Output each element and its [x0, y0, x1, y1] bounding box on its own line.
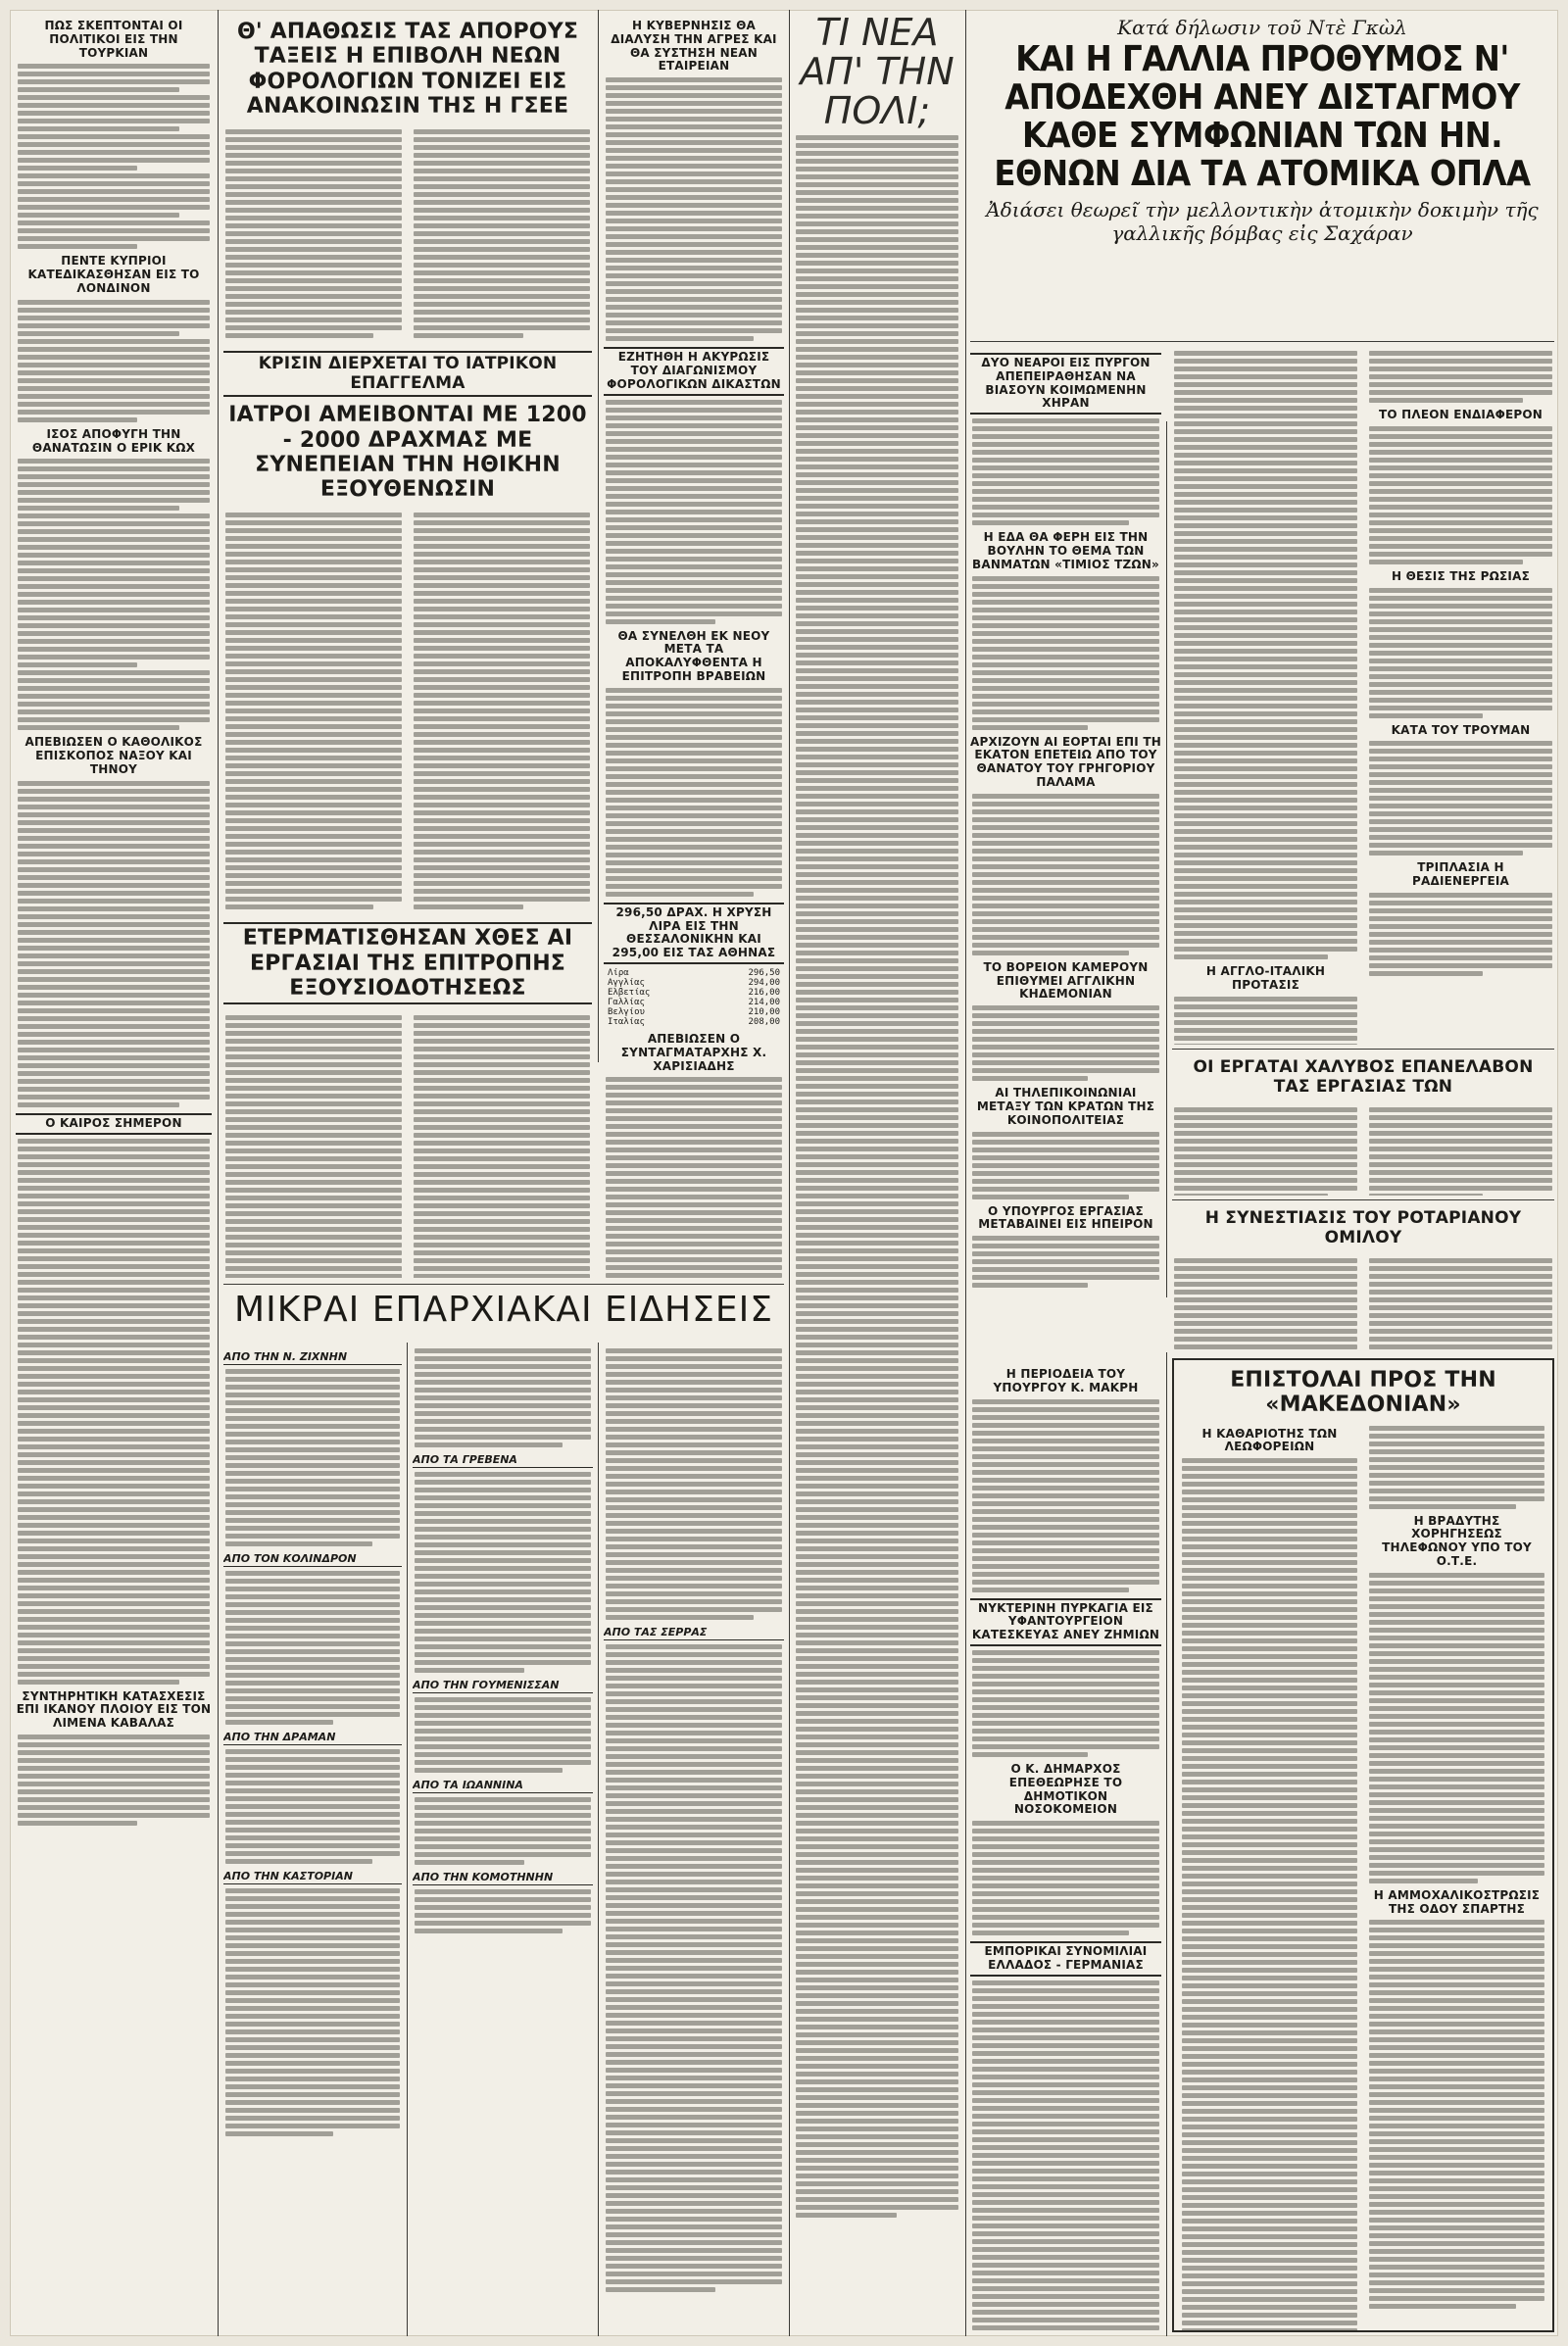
article-body: [414, 510, 590, 912]
article-body: [972, 794, 1159, 955]
letters-title: ΕΠΙΣΤΟΛΑΙ ΠΡΟΣ ΤΗΝ «ΜΑΚΕΔΟΝΙΑΝ»: [1230, 1368, 1496, 1418]
column-rule: [789, 10, 790, 2336]
article-body: [606, 77, 782, 341]
article-body: [1369, 1920, 1544, 2309]
price-row: Γαλλίας 214,00: [608, 997, 780, 1007]
article-body: [225, 1369, 400, 1546]
article-body: [225, 1571, 400, 1725]
article-body: [972, 1132, 1159, 1199]
price-row: Βελγίου 210,00: [608, 1006, 780, 1017]
headline-colonel: ΑΠΕΒΙΩΣΕΝ Ο ΣΥΝΤΑΓΜΑΤΑΡΧΗΣ Χ. ΧΑΡΙΣΙΑΔΗΣ: [620, 1031, 767, 1073]
article-body: [972, 418, 1159, 525]
article-body: [18, 459, 210, 730]
headline-gsee-taxes: Θ' ΑΠΑΘΩΣΙΣ ΤΑΣ ΑΠΟΡΟΥΣ ΤΑΞΕΙΣ Η ΕΠΙΒΟΛΗ ΝΕΩΝ ΦΟΡΟΛΟΓΙΩΝ ΤΟΝΙΖΕΙ ΕΙΣ ΑΝΑΚΟΙΝΩΣΙΝ ΤΗΣ Η ΓΣΕΕ: [236, 20, 579, 119]
provincial-col-3: [604, 1344, 784, 2332]
article-body: [415, 1472, 591, 1673]
article-body: [18, 300, 210, 422]
article-body: [972, 1399, 1159, 1592]
headline-most-interest: ΤΟ ΠΛΕΟΝ ΕΝΔΙΑΦΕΡΟΝ: [1378, 408, 1544, 421]
article-body: [972, 1821, 1159, 1935]
column-3: [604, 14, 784, 1278]
column-5-lower: [970, 1362, 1161, 2332]
headline-commission: ΕΤΕΡΜΑΤΙΣΘΗΣΑΝ ΧΘΕΣ ΑΙ ΕΡΓΑΣΙΑΙ ΤΗΣ ΕΠΙΤΡΟΠΗΣ ΕΞΟΥΣΙΟΔΟΤΗΣΕΩΣ: [223, 922, 592, 1004]
headline-awards-committee: ΘΑ ΣΥΝΕΛΘΗ ΕΚ ΝΕΟΥ ΜΕΤΑ ΤΑ ΑΠΟΚΑΛΥΦΘΕΝΤΑ Η ΕΠΙΤΡΟΠΗ ΒΡΑΒΕΙΩΝ: [617, 628, 770, 683]
headline-russia-position: Η ΘΕΣΙΣ ΤΗΣ ΡΩΣΙΑΣ: [1391, 568, 1530, 583]
section-rule: [1172, 1049, 1554, 1050]
article-body: [1369, 1573, 1544, 1883]
column-rule: [1166, 1352, 1167, 2336]
provincial-col-1: [223, 1344, 402, 2332]
article-body: [972, 576, 1159, 730]
headline-doctors-pay: ΙΑΤΡΟΙ ΑΜΕΙΒΟΝΤΑΙ ΜΕ 1200 - 2000 ΔΡΑΧΜΑΣ ΜΕ ΣΥΝΕΠΕΙΑΝ ΤΗΝ ΗΘΙΚΗΝ ΕΞΟΥΘΕΝΩΣΙΝ: [228, 403, 587, 503]
article-body: [18, 1735, 210, 1826]
article-body: [1174, 351, 1357, 959]
headline-weather: Ο ΚΑΙΡΟΣ ΣΗΜΕΡΟΝ: [16, 1113, 212, 1135]
article-body: [1174, 997, 1357, 1045]
headline-ote-telephone: Η ΒΡΑΔΥΤΗΣ ΧΟΡΗΓΗΣΕΩΣ ΤΗΛΕΦΩΝΟΥ ΥΠΟ ΤΟΥ Ο.Τ.Ε.: [1382, 1513, 1532, 1568]
headline-medical-crisis: ΚΡΙΣΙΝ ΔΙΕΡΧΕΤΑΙ ΤΟ ΙΑΤΡΙΚΟΝ ΕΠΑΓΓΕΛΜΑ: [223, 351, 592, 397]
article-body: [225, 510, 402, 912]
headline-bus-cleanliness: Η ΚΑΘΑΡΙΟΤΗΣ ΤΩΝ ΛΕΩΦΟΡΕΙΩΝ: [1201, 1426, 1338, 1454]
headline-pyrgos: ΔΥΟ ΝΕΑΡΟΙ ΕΙΣ ΠΥΡΓΟΝ ΑΠΕΠΕΙΡΑΘΗΣΑΝ ΝΑ ΒΙΑΣΟΥΝ ΚΟΙΜΩΜΕΝΗΝ ΧΗΡΑΝ: [970, 353, 1161, 415]
article-body: [415, 1348, 591, 1447]
article-body: [415, 1697, 591, 1773]
headline-italy-proposal: Η ΑΓΓΛΟ-ΙΤΑΛΙΚΗ ΠΡΟΤΑΣΙΣ: [1205, 964, 1326, 992]
article-body: [1369, 1255, 1552, 1350]
column-4: [794, 14, 960, 2332]
headline-politicians-turkey: ΠΩΣ ΣΚΕΠΤΟΝΤΑΙ ΟΙ ΠΟΛΙΤΙΚΟΙ ΕΙΣ ΤΗΝ ΤΟΥΡΚΙΑΝ: [44, 19, 183, 60]
headline-makris-tour: Η ΠΕΡΙΟΔΕΙΑ ΤΟΥ ΥΠΟΥΡΓΟΥ Κ. ΜΑΚΡΗ: [993, 1367, 1139, 1394]
article-body: [1369, 893, 1552, 976]
headline-labor-minister: Ο ΥΠΟΥΡΓΟΣ ΕΡΓΑΣΙΑΣ ΜΕΤΑΒΑΙΝΕΙ ΕΙΣ ΗΠΕΙΡΟΝ: [978, 1203, 1153, 1232]
article-body: [415, 1797, 591, 1865]
headline-radioactivity: ΤΡΙΠΛΑΣΙΑ Η ΡΑΔΙΕΝΕΡΓΕΙΑ: [1411, 860, 1510, 889]
column-rule: [218, 10, 219, 2336]
article-body: [18, 64, 210, 249]
provincial-news-title: ΜΙΚΡΑΙ ΕΠΑΡΧΙΑΚΑΙ ΕΙΔΗΣΕΙΣ: [234, 1290, 773, 1330]
article-body: [1369, 1104, 1552, 1196]
rotary-story: [1172, 1203, 1554, 1350]
headline-bishop-naxos: ΑΠΕΒΙΩΣΕΝ Ο ΚΑΘΟΛΙΚΟΣ ΕΠΙΣΚΟΠΟΣ ΝΑΞΟΥ ΚΑΙ ΤΗΝΟΥ: [24, 735, 203, 776]
provincial-col-2: [413, 1344, 593, 2332]
article-body: [606, 1348, 782, 1620]
steel-workers-story: [1172, 1052, 1554, 1196]
article-body: [1369, 351, 1552, 403]
article-body: [1369, 1426, 1544, 1509]
article-body: [606, 400, 782, 624]
column-6: [1172, 347, 1554, 1045]
column-rule: [598, 10, 599, 1062]
headline-agres: Η ΚΥΒΕΡΝΗΣΙΣ ΘΑ ΔΙΑΛΥΣΗ ΤΗΝ ΑΓΡΕΣ ΚΑΙ ΘΑ ΣΥΣΤΗΣΗ ΝΕΑΝ ΕΤΑΙΡΕΙΑΝ: [611, 19, 777, 73]
headline-truman: ΚΑΤΑ ΤΟΥ ΤΡΟΥΜΑΝ: [1391, 722, 1531, 737]
article-body: [18, 1139, 210, 1685]
headline-gold-sovereign: 296,50 ΔΡΑΧ. Η ΧΡΥΣΗ ΛΙΡΑ ΕΙΣ ΤΗΝ ΘΕΣΣΑΛΟΝΙΚΗΝ ΚΑΙ 295,00 ΕΙΣ ΤΑΣ ΑΘΗΝΑΣ: [604, 903, 784, 964]
article-body: [415, 1889, 591, 1933]
section-kastoria: ΑΠΟ ΤΗΝ ΚΑΣΤΟΡΙΑΝ: [223, 1870, 402, 1884]
section-komotini: ΑΠΟ ΤΗΝ ΚΟΜΟΤΗΝΗΝ: [413, 1871, 593, 1885]
article-body: [225, 1012, 402, 1278]
headline-fire: ΝΥΚΤΕΡΙΝΗ ΠΥΡΚΑΓΙΑ ΕΙΣ ΥΦΑΝΤΟΥΡΓΕΙΟΝ ΚΑΤΕΣΚΕΥΑΣ ΑΝΕΥ ΖΗΜΙΩΝ: [970, 1598, 1161, 1646]
section-rule: [223, 1284, 784, 1285]
headline-steel-workers: ΟΙ ΕΡΓΑΤΑΙ ΧΑΛΥΒΟΣ ΕΠΑΝΕΛΑΒΟΝ ΤΑΣ ΕΡΓΑΣΙΑΣ ΤΩΝ: [1193, 1057, 1534, 1097]
headline-telecom: ΑΙ ΤΗΛΕΠΙΚΟΙΝΩΝΙΑΙ ΜΕΤΑΞΥ ΤΩΝ ΚΡΑΤΩΝ ΤΗΣ ΚΟΙΝΟΠΟΛΙΤΕΙΑΣ: [976, 1086, 1155, 1127]
headline-ship-seizure: ΣΥΝΤΗΡΗΤΙΚΗ ΚΑΤΑΣΧΕΣΙΣ ΕΠΙ ΙΚΑΝΟΥ ΠΛΟΙΟΥ ΕΙΣ ΤΟΝ ΛΙΜΕΝΑ ΚΑΒΑΛΑΣ: [16, 1688, 212, 1731]
headline-cameroon: ΤΟ ΒΟΡΕΙΟΝ ΚΑΜΕΡΟΥΝ ΕΠΙΘΥΜΕΙ ΑΓΓΛΙΚΗΝ ΚΗΔΕΜΟΝΙΑΝ: [983, 959, 1149, 1002]
letters-section: [1172, 1358, 1554, 2332]
section-kolindros: ΑΠΟ ΤΟΝ ΚΟΛΙΝΔΡΟΝ: [223, 1552, 402, 1567]
article-body: [606, 1077, 782, 1278]
lead-kicker: Κατά δήλωσιν τοῦ Ντὲ Γκὼλ: [1117, 16, 1407, 39]
article-body: [1369, 426, 1552, 564]
column-1: [16, 14, 212, 2332]
article-body: [18, 781, 210, 1107]
headline-sparti-street: Η ΑΜΜΟΧΑΛΙΚΟΣΤΡΩΣΙΣ ΤΗΣ ΟΔΟΥ ΣΠΑΡΤΗΣ: [1373, 1887, 1541, 1916]
lead-story-header: [970, 14, 1554, 337]
headline-palamas: ΑΡΧΙΖΟΥΝ ΑΙ ΕΟΡΤΑΙ ΕΠΙ ΤΗ ΕΚΑΤΟΝ ΕΠΕΤΕΙΩ ΑΠΟ ΤΟΥ ΘΑΝΑΤΟΥ ΤΟΥ ΓΡΗΓΟΡΙΟΥ ΠΑΛΑΜΑ: [970, 734, 1161, 789]
column-2: [223, 14, 592, 1278]
headline-five-cypriots: ΠΕΝΤΕ ΚΥΠΡΙΟΙ ΚΑΤΕΔΙΚΑΣΘΗΣΑΝ ΕΙΣ ΤΟ ΛΟΝΔΙΝΟΝ: [27, 254, 200, 295]
price-row: Αγγλίας 294,00: [608, 977, 780, 988]
article-body: [225, 1888, 400, 2136]
newspaper-page: [10, 10, 1558, 2336]
price-row: Ιταλίας 208,00: [608, 1016, 780, 1027]
article-body: [606, 688, 782, 897]
column-5: [970, 347, 1161, 1356]
article-body: [972, 1980, 1159, 2332]
headline-tax-judges: ΕΖΗΤΗΘΗ Η ΑΚΥΡΩΣΙΣ ΤΟΥ ΔΙΑΓΩΝΙΣΜΟΥ ΦΟΡΟΛΟΓΙΚΩΝ ΔΙΚΑΣΤΩΝ: [604, 347, 784, 395]
headline-trade-germany: ΕΜΠΟΡΙΚΑΙ ΣΥΝΟΜΙΛΙΑΙ ΕΛΛΑΔΟΣ - ΓΕΡΜΑΝΙΑΣ: [970, 1941, 1161, 1977]
price-table: [608, 968, 780, 1027]
section-rule: [1172, 1199, 1554, 1200]
column-rule: [598, 1343, 599, 2336]
section-drama: ΑΠΟ ΤΗΝ ΔΡΑΜΑΝ: [223, 1731, 402, 1745]
article-body: [225, 1749, 400, 1864]
article-body: [225, 126, 402, 341]
section-goumenissa: ΑΠΟ ΤΗΝ ΓΟΥΜΕΝΙΣΣΑΝ: [413, 1679, 593, 1693]
article-body: [606, 1644, 782, 2292]
article-body: [414, 126, 590, 341]
section-rule: [970, 341, 1554, 342]
article-body: [1369, 741, 1552, 855]
article-body: [1369, 588, 1552, 718]
headline-mayor-hospital: Ο Κ. ΔΗΜΑΡΧΟΣ ΕΠΕΘΕΩΡΗΣΕ ΤΟ ΔΗΜΟΤΙΚΟΝ ΝΟΣΟΚΟΜΕΙΟΝ: [1008, 1761, 1123, 1817]
article-body: [1174, 1255, 1357, 1350]
article-body: [414, 1012, 590, 1278]
headline-rotary: Η ΣΥΝΕΣΤΙΑΣΙΣ ΤΟΥ ΡΟΤΑΡΙΑΝΟΥ ΟΜΙΛΟΥ: [1204, 1208, 1522, 1247]
column-rule: [965, 10, 966, 2336]
article-body: [972, 1650, 1159, 1757]
column-rule: [407, 1343, 408, 2336]
headline-erik-koch: ΙΣΟΣ ΑΠΟΦΥΓΗ ΤΗΝ ΘΑΝΑΤΩΣΙΝ Ο ΕΡΙΚ ΚΩΧ: [31, 426, 196, 455]
article-body: [1182, 1458, 1357, 2332]
price-row: Ελβετίας 216,00: [608, 987, 780, 998]
article-body: [1174, 1104, 1357, 1196]
column-rule: [1166, 421, 1167, 1297]
lead-subheadline: Ἀδιάσει θεωρεῖ τὴν μελλοντικὴν ἀτομικὴν δοκιμὴν τῆς γαλλικῆς βόμβας εἰς Σαχάραν: [986, 197, 1539, 245]
section-zichni: ΑΠΟ ΤΗΝ Ν. ΖΙΧΝΗΝ: [223, 1350, 402, 1365]
article-body: [972, 1236, 1159, 1288]
section-ioannina: ΑΠΟ ΤΑ ΙΩΑΝΝΙΝΑ: [413, 1779, 593, 1793]
article-body: [972, 1005, 1159, 1081]
provincial-news-header: [223, 1290, 784, 1343]
lead-headline: ΚΑΙ Η ΓΑΛΛΙΑ ΠΡΟΘΥΜΟΣ Ν' ΑΠΟΔΕΧΘΗ ΑΝΕΥ ΔΙΣΤΑΓΜΟΥ ΚΑΘΕ ΣΥΜΦΩΝΙΑΝ ΤΩΝ ΗΝ. ΕΘΝΩΝ ΔΙΑ ΤΑ ΑΤΟΜΙΚΑ ΟΠΛΑ: [994, 39, 1531, 194]
article-body: [796, 135, 958, 2218]
section-grevena: ΑΠΟ ΤΑ ΓΡΕΒΕΝΑ: [413, 1453, 593, 1468]
section-serres: ΑΠΟ ΤΑΣ ΣΕΡΡΑΣ: [604, 1626, 784, 1640]
title-ti-nea: ΤΙ ΝΕΑ ΑΠ' ΤΗΝ ΠΟΛΙ;: [800, 14, 955, 132]
headline-eda-medals: Η ΕΔΑ ΘΑ ΦΕΡΗ ΕΙΣ ΤΗΝ ΒΟΥΛΗΝ ΤΟ ΘΕΜΑ ΤΩΝ ΒΑΝΜΑΤΩΝ «ΤΙΜΙΟΣ ΤΖΩΝ»: [972, 530, 1159, 571]
price-row: Λίρα 296,50: [608, 967, 780, 978]
